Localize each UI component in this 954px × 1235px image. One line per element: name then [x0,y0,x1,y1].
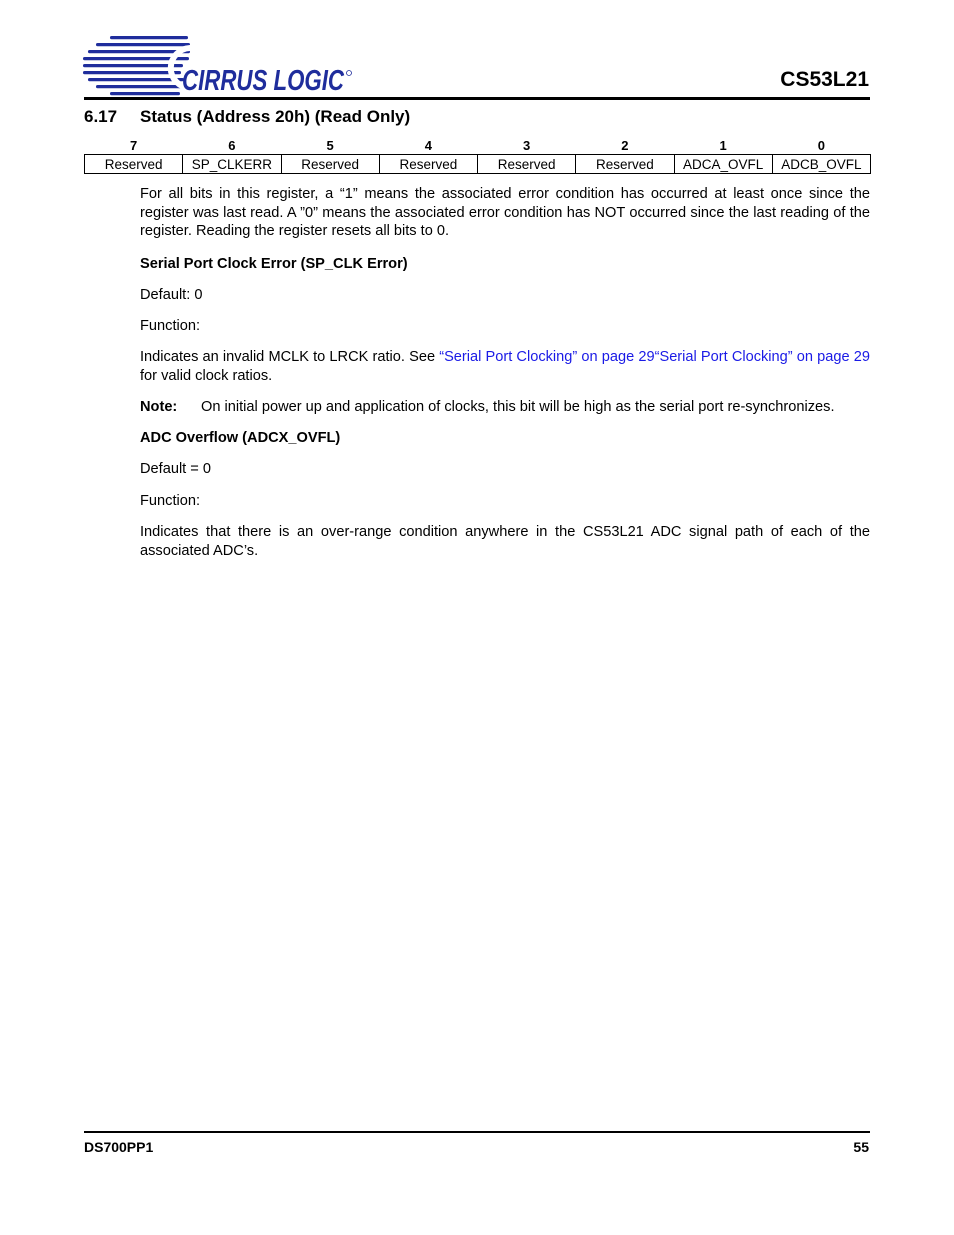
bit-number: 1 [719,138,727,153]
bit-number: 7 [130,138,138,153]
serial-port-clocking-link[interactable]: “Serial Port Clocking” on page 29“Serial Port Clocking” on page 29 [439,349,870,365]
document-id: CS53L21 [780,68,869,91]
note-text: On initial power up and application of clocks, this bit will be high as the serial port re-synchronizes. [201,399,835,415]
field-name: Reserved [85,155,183,174]
bit-number: 2 [621,138,629,153]
page-number: 55 [853,1139,869,1155]
intro-paragraph: For all bits in this register, a “1” means the associated error condition has occurred at least once since the register was last read. A ”0” means the associated error condition has NOT occurred since the last reading of the register. Reading the register resets all bits to 0. [140,186,870,240]
bit-number: 3 [523,138,531,153]
cirrus-logic-logo [82,33,354,97]
field-name: Reserved [576,155,674,174]
bit-number-row [85,137,871,155]
sp-clk-function-label: Function: [140,318,201,334]
field-name: SP_CLKERR [183,155,281,174]
svg-text:CIRRUS LOGIC: CIRRUS LOGIC [182,65,345,97]
footer-doc-number: DS700PP1 [84,1139,154,1155]
sp-clk-desc-pre: Indicates an invalid MCLK to LRCK ratio. See [140,349,440,365]
adc-ovfl-function-label: Function: [140,493,201,509]
note-label: Note: [140,399,178,415]
section-number: 6.17 [84,107,118,126]
adc-ovfl-heading: ADC Overflow (ADCX_OVFL) [140,430,341,446]
header-rule [84,97,870,100]
field-name: Reserved [379,155,477,174]
bit-number: 6 [228,138,236,153]
bit-number: 5 [326,138,334,153]
field-name: ADCA_OVFL [674,155,772,174]
footer-rule [84,1131,870,1133]
note [140,398,870,417]
sp-clk-default: Default: 0 [140,287,203,303]
bit-number: 0 [817,138,825,153]
section-title: Status (Address 20h) (Read Only) [140,107,411,126]
adc-ovfl-description: Indicates that there is an over-range condition anywhere in the CS53L21 ADC signal path of each of the associated ADC’s. [140,524,870,559]
sp-clk-desc-post: for valid clock ratios. [140,367,273,384]
bit-number: 4 [424,138,432,153]
field-name: ADCB_OVFL [772,155,870,174]
register-table [84,137,871,174]
sp-clk-heading: Serial Port Clock Error (SP_CLK Error) [140,256,408,272]
adc-ovfl-default: Default = 0 [140,461,211,477]
field-name: Reserved [478,155,576,174]
section-heading [84,107,410,127]
field-name: Reserved [281,155,379,174]
field-name-row [85,155,871,174]
sp-clk-description [140,348,870,385]
